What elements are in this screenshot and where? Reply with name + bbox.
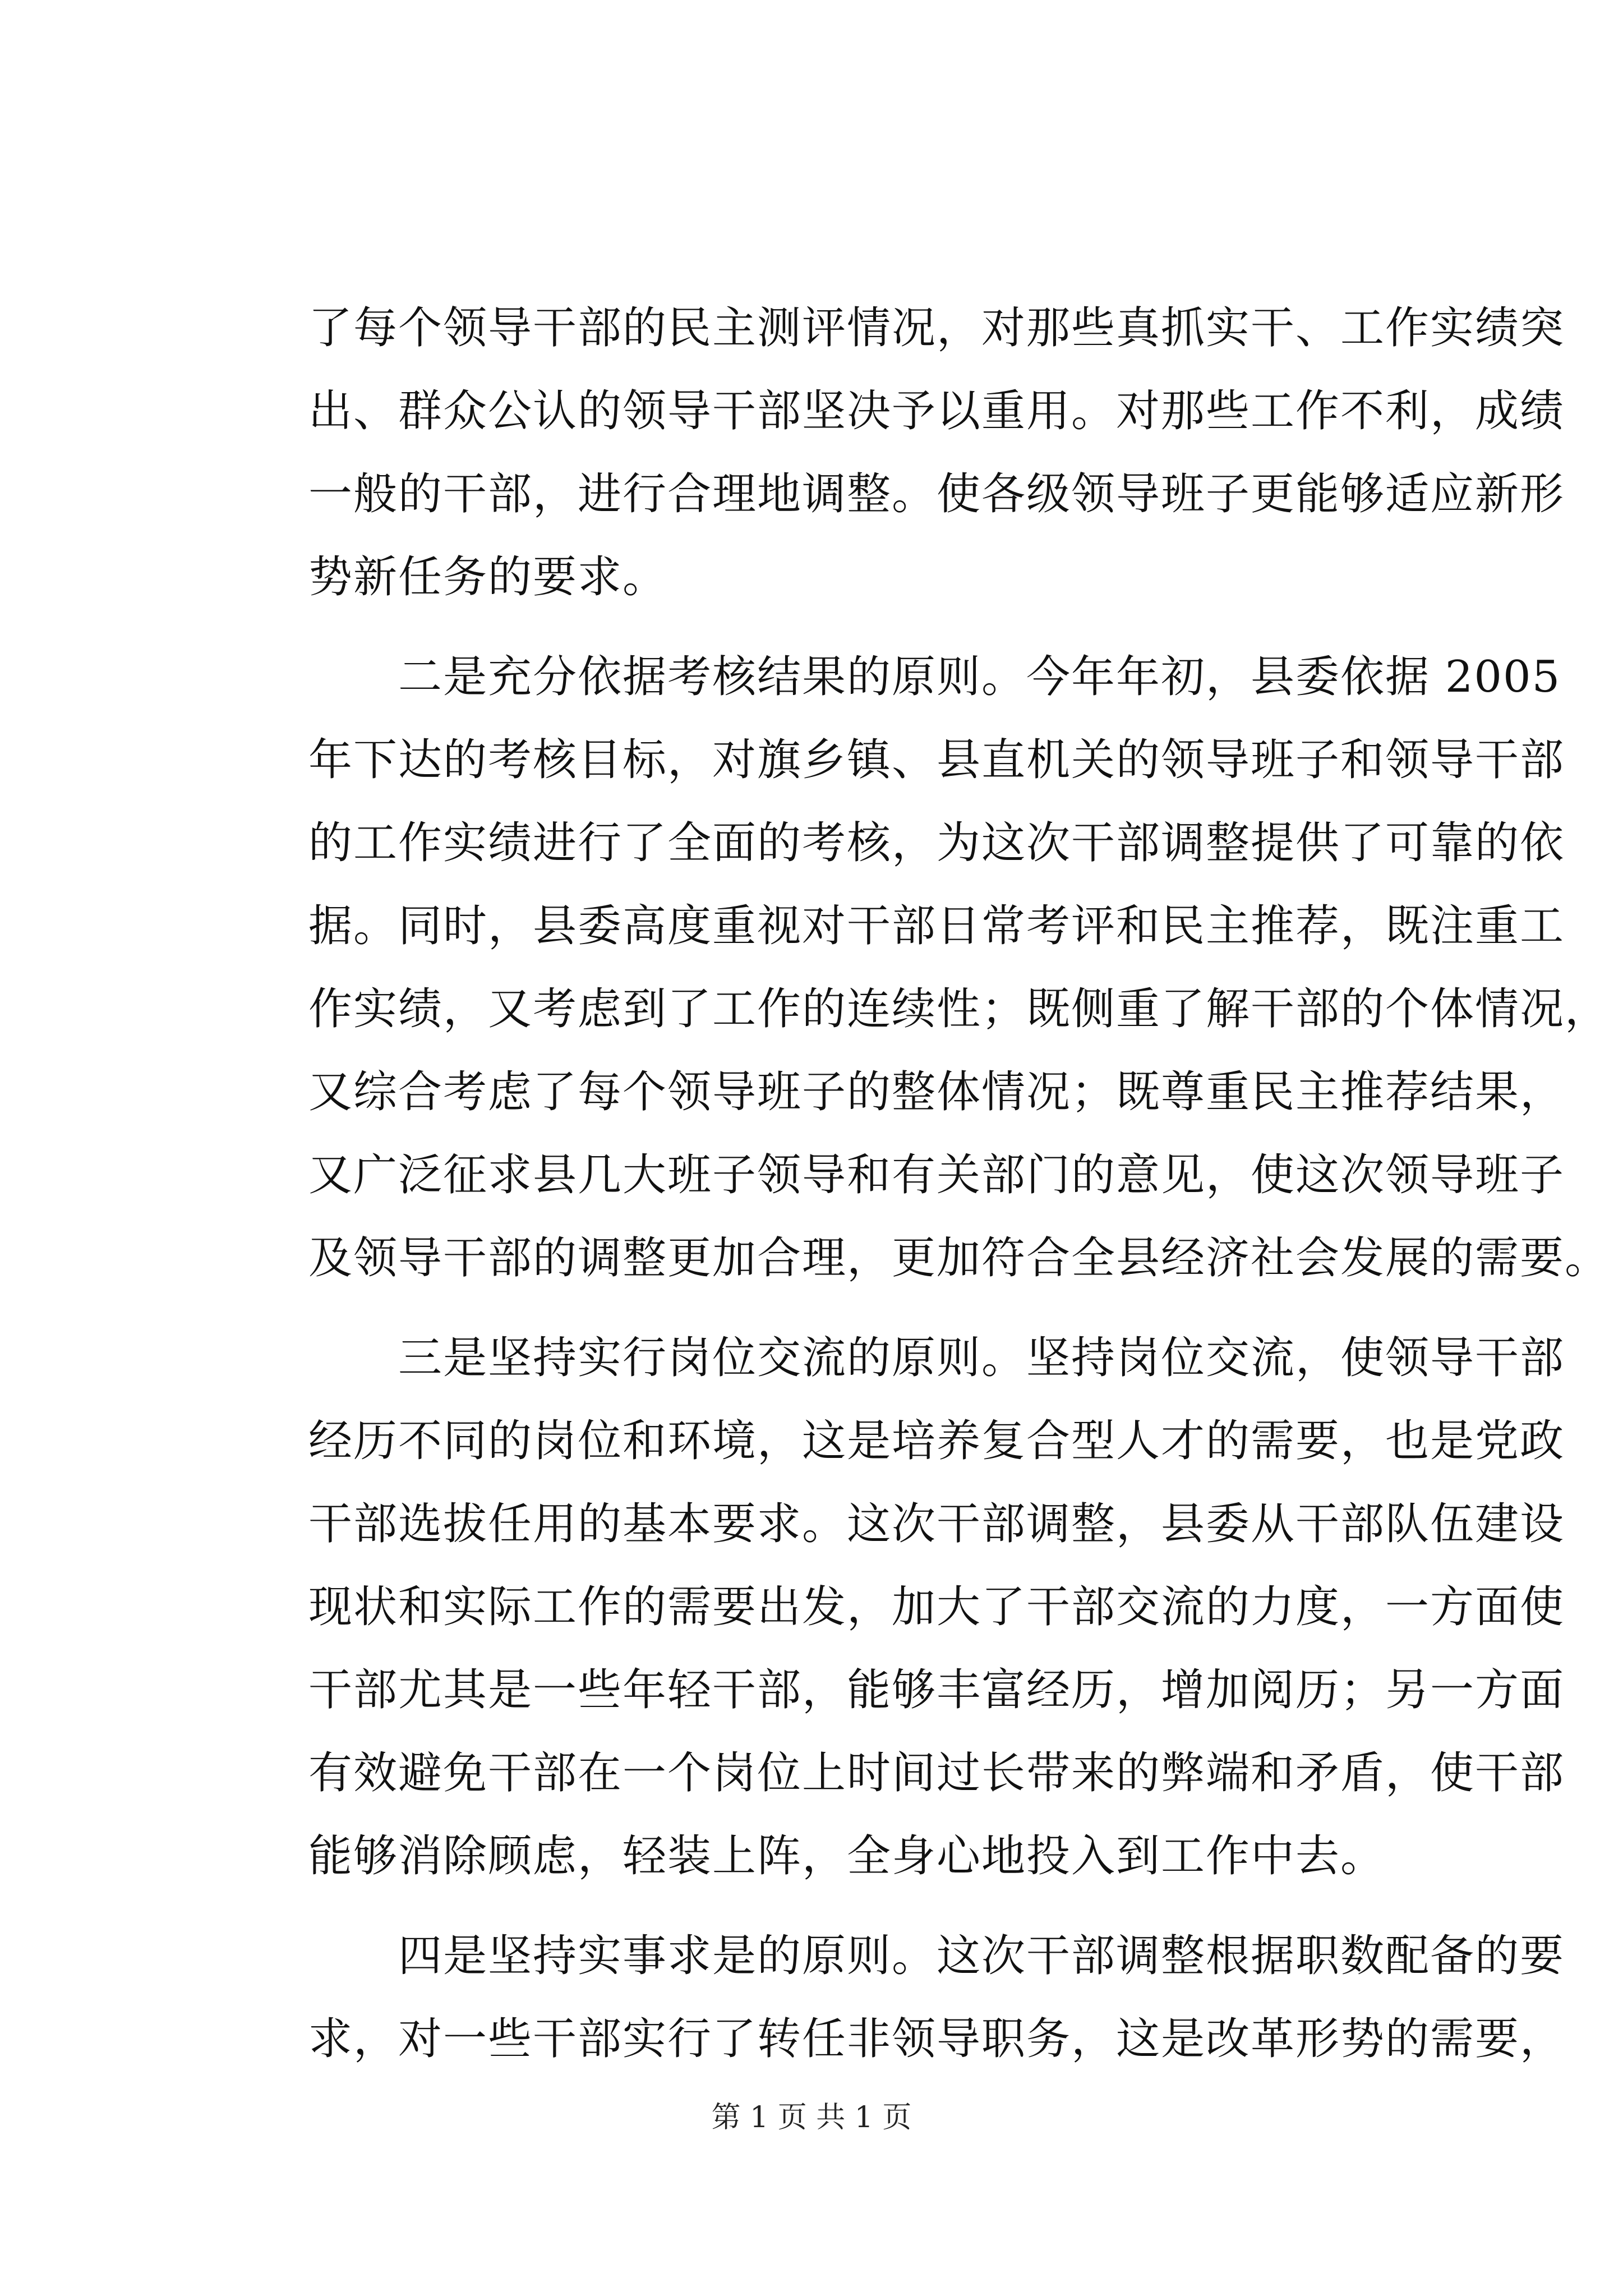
page-number-footer: 第 1 页 共 1 页 [711,2101,912,2134]
text-line: 年下达的考核目标，对旗乡镇、县直机关的领导班子和领导干部 [308,735,1565,785]
text-line: 势新任务的要求。 [308,552,668,602]
text-line: 据。同时，县委高度重视对干部日常考评和民主推荐，既注重工 [308,901,1565,951]
text-line: 现状和实际工作的需要出发，加大了干部交流的力度，一方面使 [308,1582,1565,1632]
text-line: 又广泛征求县几大班子领导和有关部门的意见，使这次领导班子 [308,1150,1565,1200]
text-line: 能够消除顾虑，轻装上阵，全身心地投入到工作中去。 [308,1831,1386,1881]
text-line: 了每个领导干部的民主测评情况，对那些真抓实干、工作实绩突 [308,303,1565,353]
text-line: 一般的干部，进行合理地调整。使各级领导班子更能够适应新形 [308,469,1565,519]
text-line: 经历不同的岗位和环境，这是培养复合型人才的需要，也是党政 [308,1416,1565,1466]
paragraph-first-line: 二是充分依据考核结果的原则。今年年初，县委依据 2005 [398,652,1561,702]
text-line: 又综合考虑了每个领导班子的整体情况；既尊重民主推荐结果， [308,1067,1565,1117]
text-line: 有效避免干部在一个岗位上时间过长带来的弊端和矛盾，使干部 [308,1748,1565,1798]
text-line: 干部选拔任用的基本要求。这次干部调整，县委从干部队伍建设 [308,1499,1565,1549]
paragraph-first-line: 三是坚持实行岗位交流的原则。坚持岗位交流，使领导干部 [398,1333,1565,1383]
text-line: 干部尤其是一些年轻干部，能够丰富经历，增加阅历；另一方面 [308,1665,1565,1715]
text-line: 出、群众公认的领导干部坚决予以重用。对那些工作不利，成绩 [308,386,1565,436]
text-line: 的工作实绩进行了全面的考核，为这次干部调整提供了可靠的依 [308,818,1565,868]
text-line: 求，对一些干部实行了转任非领导职务，这是改革形势的需要， [308,2014,1565,2064]
paragraph-first-line: 四是坚持实事求是的原则。这次干部调整根据职数配备的要 [398,1931,1565,1981]
text-line: 作实绩，又考虑到了工作的连续性；既侧重了解干部的个体情况， [308,984,1610,1034]
text-line: 及领导干部的调整更加合理，更加符合全县经济社会发展的需要。 [308,1233,1610,1283]
